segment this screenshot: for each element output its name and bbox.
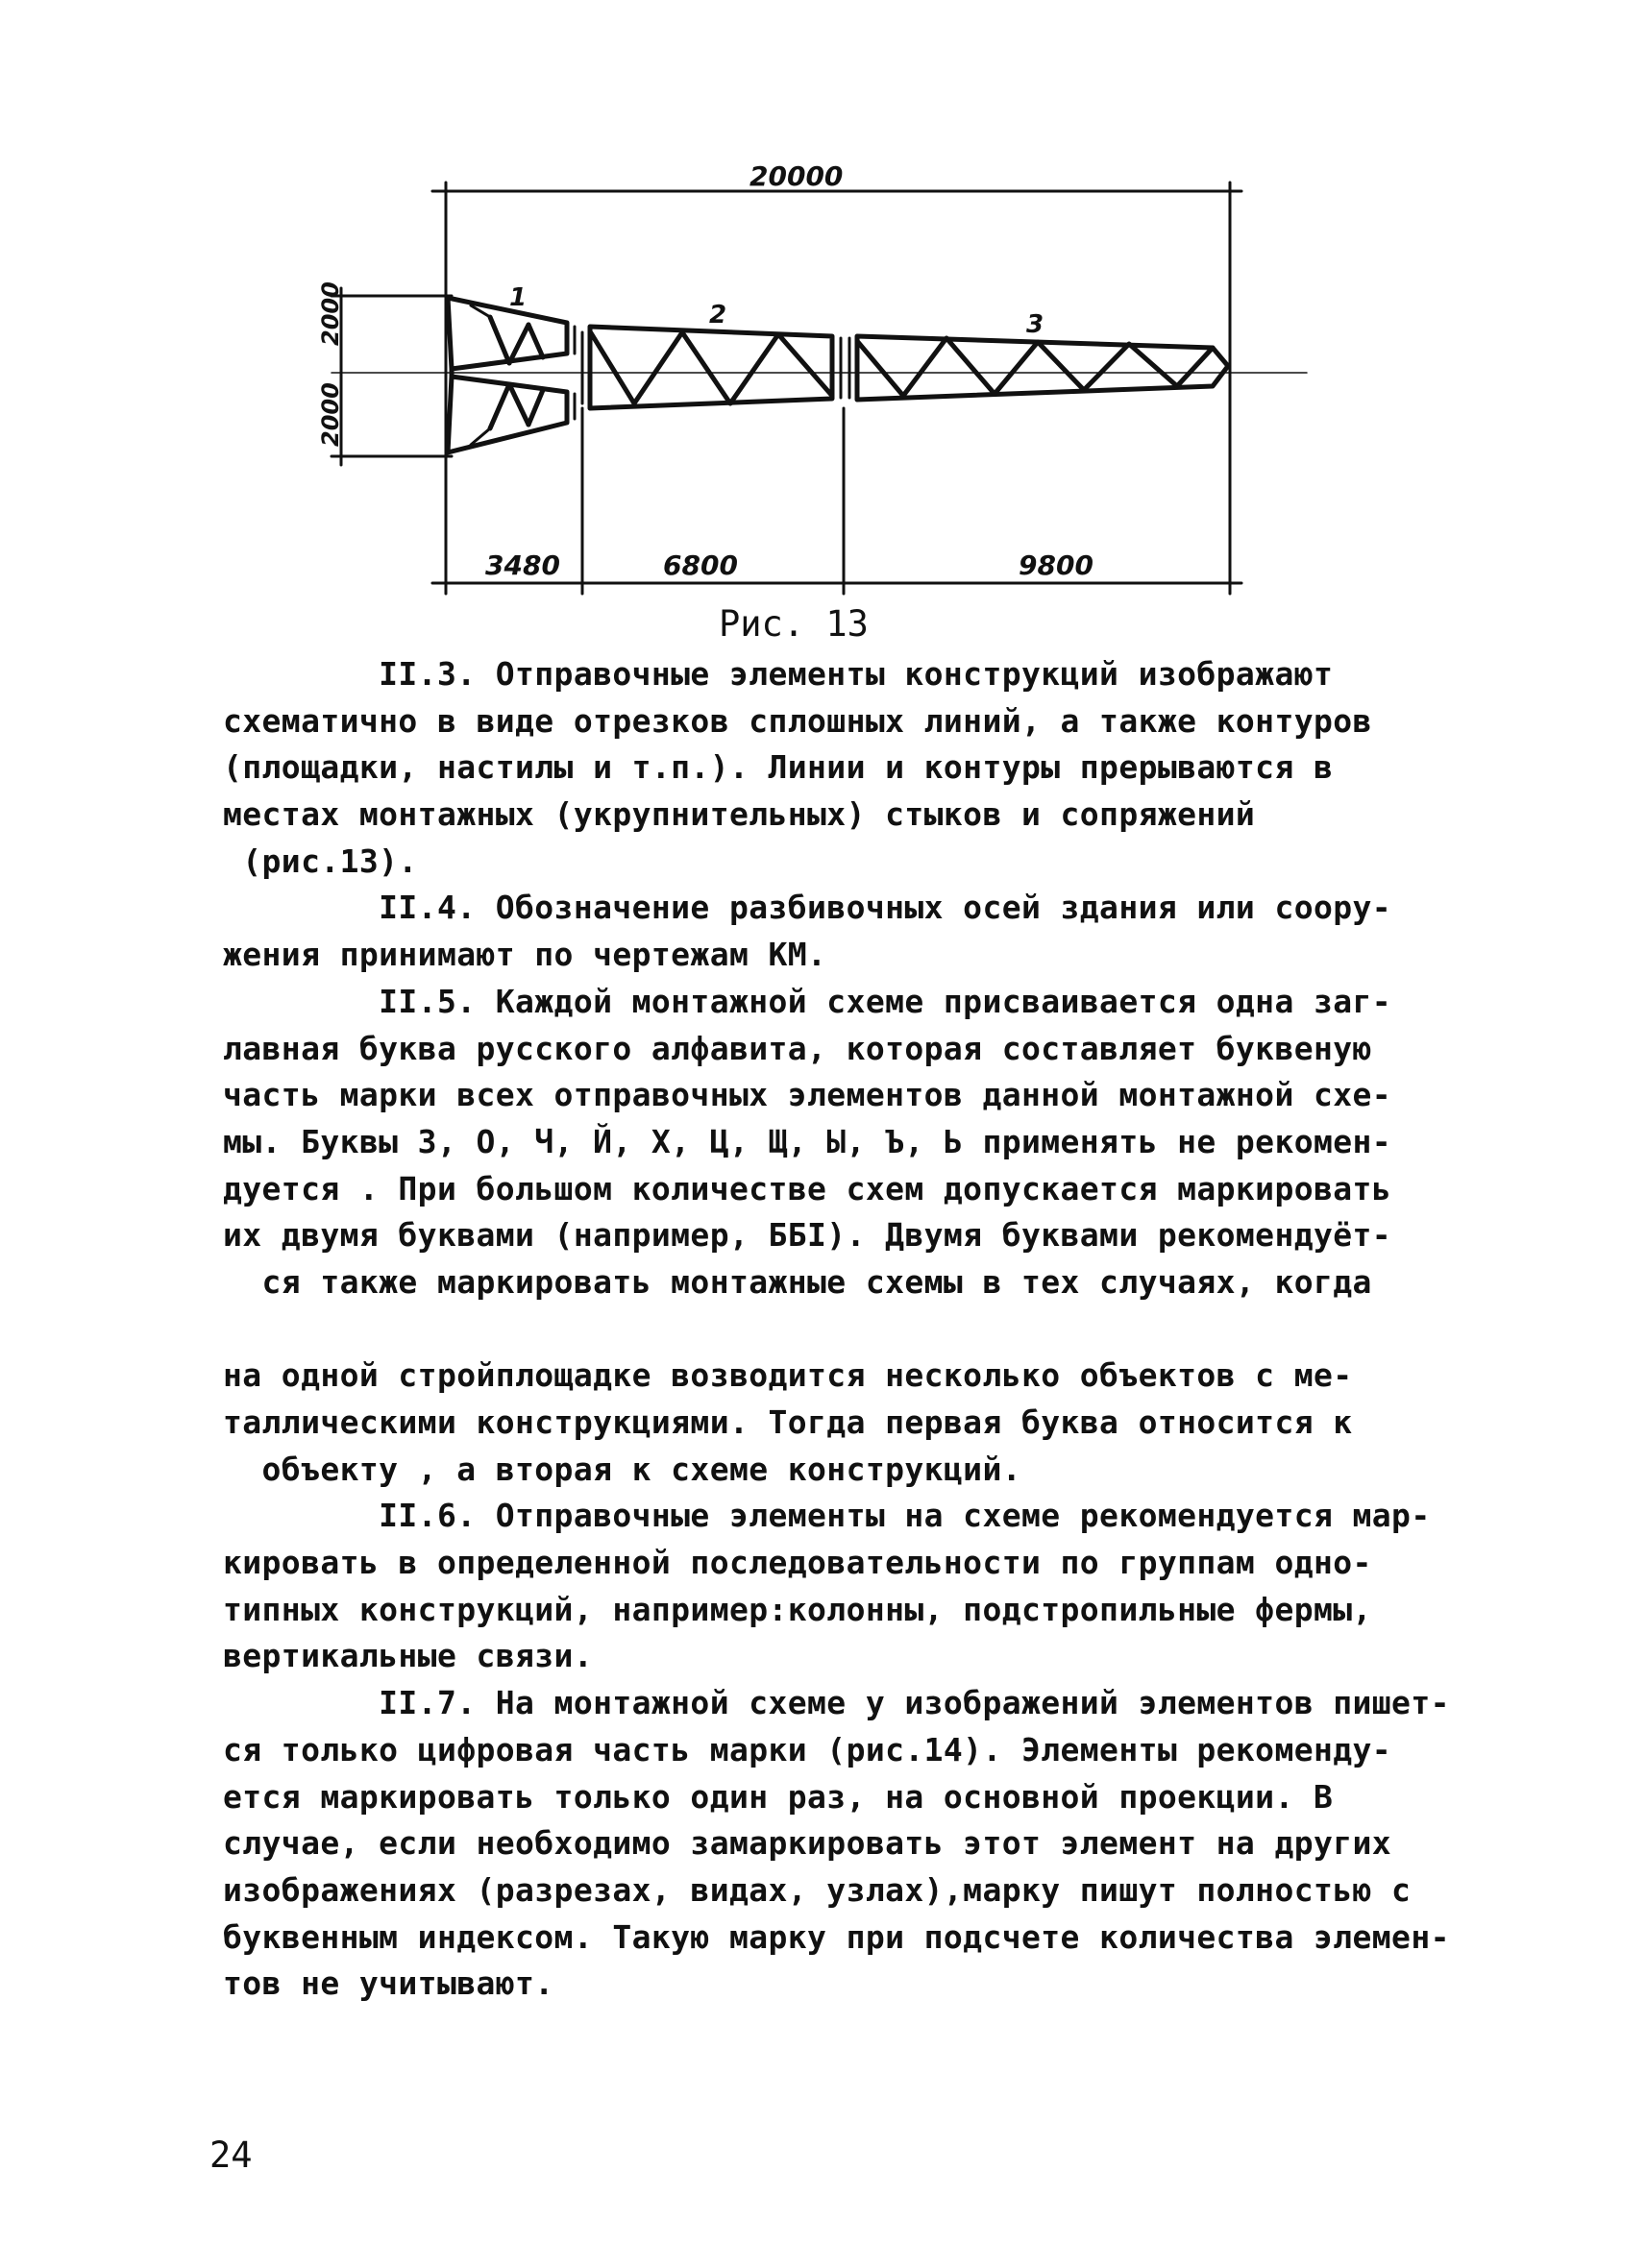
truss-element-3 <box>841 336 1228 400</box>
segment-dimension-label-2: 6800 <box>663 549 738 581</box>
element-mark-3: 3 <box>1026 310 1044 339</box>
height-dimension-label-bottom: 2000 <box>317 382 344 447</box>
text-line: II.7. На монтажной схеме у изображений элементов пишет- <box>223 1684 1450 1722</box>
text-line: (площадки, настилы и т.п.). Линии и контуры прерываются в <box>223 748 1334 787</box>
text-line: мы. Буквы З, О, Ч, Й, Х, Ц, Щ, Ы, Ъ, Ь применять не рекомен- <box>223 1122 1392 1160</box>
text-line: ся только цифровая часть марки (рис.14). Элементы рекоменду- <box>223 1730 1392 1768</box>
text-line: II.5. Каждой монтажной схеме присваивается одна заг- <box>223 982 1392 1020</box>
segment-dimension-label-1: 3480 <box>485 549 560 581</box>
text-line: типных конструкций, например:колонны, подстропильные фермы, <box>223 1590 1372 1628</box>
height-dimension-label-top: 2000 <box>317 281 344 346</box>
text-line: изображениях (разрезах, видах, узлах),марку пишут полностью с <box>223 1870 1412 1909</box>
text-line: дуется . При большом количестве схем допускается маркировать <box>223 1169 1392 1207</box>
text-line: ется маркировать только один раз, на основной проекции. В <box>223 1777 1334 1816</box>
text-line: кировать в определенной последовательности по группам одно- <box>223 1544 1372 1582</box>
text-line: их двумя буквами (например, ББI). Двумя буквами рекомендуёт- <box>223 1216 1392 1255</box>
text-line: II.4. Обозначение разбивочных осей здания или соору- <box>223 889 1392 927</box>
page-number: 24 <box>209 2134 253 2176</box>
text-line: жения принимают по чертежам КМ. <box>223 936 827 974</box>
truss-element-2 <box>582 327 832 408</box>
text-line: II.6. Отправочные элементы на схеме рекомендуется мар- <box>223 1497 1431 1535</box>
text-line: схематично в виде отрезков сплошных линий, а также контуров <box>223 701 1372 740</box>
figure-caption: Рис. 13 <box>719 603 869 645</box>
text-line: лавная буква русского алфавита, которая составляет буквеную <box>223 1029 1372 1067</box>
text-line: вертикальные связи. <box>223 1637 594 1675</box>
element-mark-2: 2 <box>709 301 727 329</box>
truss-assembly-scheme <box>0 0 1646 615</box>
text-line: на одной стройплощадке возводится несколько объектов с ме- <box>223 1356 1353 1395</box>
text-line: случае, если необходимо замаркировать этот элемент на других <box>223 1824 1392 1863</box>
text-line: тов не учитывают. <box>223 1964 554 2003</box>
truss-element-1 <box>448 298 575 452</box>
text-line: местах монтажных (укрупнительных) стыков и сопряжений <box>223 795 1256 834</box>
text-line: буквенным индексом. Такую марку при подсчете количества элемен- <box>223 1917 1450 1956</box>
overall-dimension-label: 20000 <box>749 160 844 192</box>
body-text <box>223 651 1501 2008</box>
text-line: объекту , а вторая к схеме конструкций. <box>223 1450 1021 1488</box>
text-line: II.3. Отправочные элементы конструкций изображают <box>223 655 1334 693</box>
text-line: часть марки всех отправочных элементов данной монтажной схе- <box>223 1076 1392 1114</box>
text-line: (рис.13). <box>223 841 418 880</box>
text-line: таллическими конструкциями. Тогда первая буква относится к <box>223 1403 1353 1441</box>
segment-dimension-label-3: 9800 <box>1019 549 1093 581</box>
text-line <box>223 1306 1501 1353</box>
text-line: ся также маркировать монтажные схемы в тех случаях, когда <box>223 1262 1372 1301</box>
element-mark-1: 1 <box>509 283 528 312</box>
